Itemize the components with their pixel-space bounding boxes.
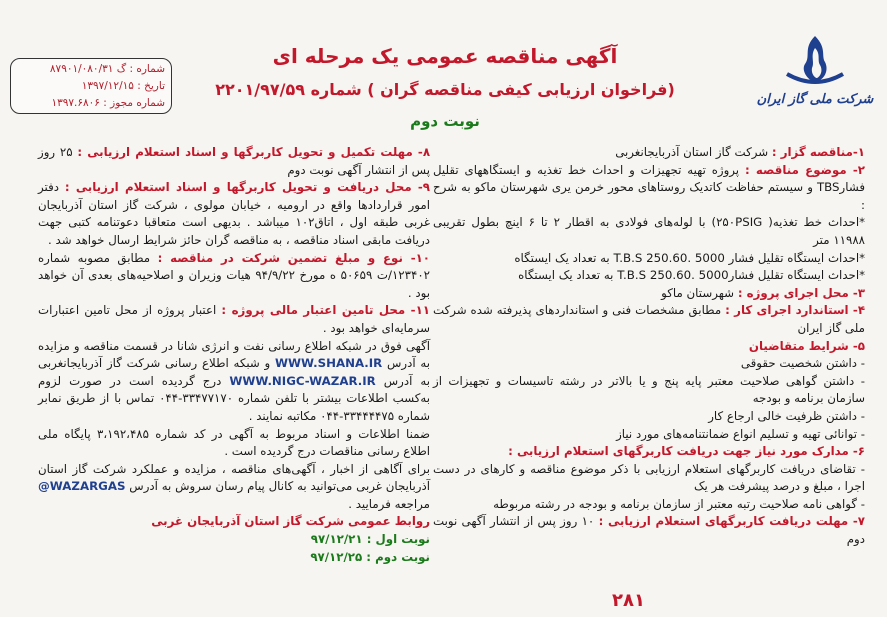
item-2-text: پروژه تهیه تجهیزات و احداث خط تغذیه و ایستگاههای تقلیل فشارTBS و سیستم حفاظت کاتدیک روستاهای محور خرمن یری شهرستان ماکو به شرح : [433, 162, 865, 212]
reference-box [10, 58, 172, 114]
soroush-info: برای آگاهی از اخبار ، آگهی‌های مناقصه ، مزایده و عملکرد شرکت گاز استان آذربایجان غربی می‌توانید به کانال پیام رسان سروش به آدرس @WAZARGAS مراجعه فرمایید . [38, 461, 430, 511]
handwritten-number: ۲۸۱ [612, 590, 645, 611]
notice-round: نوبت دوم [410, 112, 480, 130]
left-column [38, 144, 430, 566]
condition-2: - داشتن گواهی صلاحیت معتبر پایه پنج و یا بالاتر در رشته تاسیسات و تجهیزات از سازمان برنامه و بودجه [433, 373, 865, 406]
nigc-wazar-link[interactable]: WWW.NIGC-WAZAR.IR [229, 373, 376, 388]
condition-3: - داشتن ظرفیت خالی ارجاع کار [708, 408, 865, 423]
item-7-heading: ۷- مهلت دریافت کاربرگهای استعلام ارزیابی : [598, 514, 865, 529]
item-2-heading: ۲- موضوع مناقصه : [744, 162, 865, 177]
shana-link[interactable]: WWW.SHANA.IR [275, 356, 383, 371]
item-1-heading: ۱-مناقصه گزار : [771, 145, 865, 159]
item-4 [433, 302, 865, 337]
ref-permit: شماره مجوز : ۱۳۹۷.۶۸۰۶ [51, 97, 165, 109]
item-3-text: شهرستان ماکو [661, 285, 738, 300]
item-11 [38, 302, 430, 337]
scope-line-2: *احداث ایستگاه تقلیل فشار T.B.S 250.60. 5000 به تعداد یک ایستگاه [514, 250, 865, 265]
item-1-text: شرکت گاز استان آذربایجانغربی [615, 145, 772, 159]
nigc-logo [755, 34, 875, 124]
first-publication-date: نوبت اول : ۹۷/۱۲/۲۱ [310, 532, 430, 547]
item-10-text: مطابق مصوبه شماره ۱۲۳۴۰۲/ت ۵۰۶۵۹ ه مورخ ۹۴/۹/۲۲ هیات وزیران و اصلاحیه‌های بعدی آن خواهد بود . [38, 250, 430, 300]
right-column [433, 144, 865, 549]
flame-logo-icon [781, 34, 849, 86]
item-10-heading: ۱۰- نوع و مبلغ تضمین شرکت در مناقصه : [157, 250, 431, 265]
item-9 [38, 179, 430, 249]
item-1 [433, 144, 865, 162]
item-4-text: مطابق مشخصات فنی و استانداردهای پذیرفته شده شرکت ملی گاز ایران [433, 303, 865, 335]
item-7 [433, 513, 865, 548]
notice-subtitle: (فراخوان ارزیابی کیفی مناقصه گران ) شماره ۲۲۰۱/۹۷/۵۹ [215, 80, 675, 99]
item-3 [433, 285, 865, 303]
second-publication-date: نوبت دوم : ۹۷/۱۲/۲۵ [310, 549, 430, 564]
company-name: شرکت ملی گاز ایران [756, 92, 874, 107]
condition-1: - داشتن شخصیت حقوقی [740, 356, 865, 371]
item-8-text: ۲۵ روز پس از انتشار آگهی نوبت دوم [38, 145, 430, 177]
scope-line-1: *احداث خط تغذیه( ۲۵۰PSIG) با لوله‌های فولادی به اقطار ۲ تا ۶ اینچ بطول تقریبی ۱۱۹۸۸ متر [433, 215, 866, 247]
public-relations-signature: روابط عمومی شرکت گاز استان آذربایجان غربی [151, 514, 430, 529]
ref-date: تاریخ : ۱۳۹۷/۱۲/۱۵ [81, 80, 165, 92]
document-1: - تقاضای دریافت کاربرگهای استعلام ارزیابی با ذکر موضوع مناقصه و کارهای در دست اجرا ، مبلغ و درصد پیشرفت هر یک [433, 461, 865, 494]
item-10 [38, 250, 430, 303]
item-9-heading: ۹- محل دریافت و تحویل کاربرگها و اسناد استعلام ارزیابی : [64, 180, 430, 195]
item-3-heading: ۳- محل اجرای پروژه : [737, 285, 865, 300]
item-8 [38, 144, 430, 179]
item-6-heading: ۶- مدارک مورد نیاز جهت دریافت کاربرگهای استعلام ارزیابی : [508, 444, 865, 459]
item-7-text: ۱۰ روز پس از انتشار آگهی نوبت دوم [433, 514, 865, 547]
item-4-heading: ۴- استاندارد اجرای کار : [725, 303, 866, 318]
item-11-text: اعتبار پروژه از محل تامین اعتبارات سرمایه‌ای خواهد بود . [38, 303, 430, 335]
item-5-heading: ۵- شرایط متقاضیان [748, 338, 865, 353]
item-9-text: دفتر امور قراردادها واقع در ارومیه ، خیابان مولوی ، شرکت گاز استان آذربایجان غربی طبقه اول ، اتاق۱۰۲ میباشد . بدیهی است متعاقبا دعوتنامه کتبی جهت دریافت مابقی اسناد مناقصه ، به مناقصه گران حائز شرایط ارسال خواهد شد . [38, 180, 430, 247]
item-11-heading: ۱۱- محل تامین اعتبار مالی پروژه : [221, 303, 430, 318]
publication-info: آگهی فوق در شبکه اطلاع رسانی نفت و انرژی شانا در قسمت مناقصه و مزایده به آدرس WWW.SHANA.IR و شبکه اطلاع رسانی شرکت گاز آذربایجانغربی به آدرس WWW.NIGC-WAZAR.IR درج گردیده است در صورت لزوم به‌کسب اطلاعات بیشتر با تلفن شماره ۳۳۴۷۷۱۷۰-۰۴۴ تماس با از طریق نمابر شماره ۳۳۴۴۴۴۷۵-۰۴۴ مکاتبه نمایند . [38, 338, 430, 423]
national-portal-info: ضمنا اطلاعات و اسناد مربوط به آگهی در کد شماره ۳،۱۹۲،۴۸۵ پایگاه ملی اطلاع رسانی مناقصات درج گردیده است . [38, 426, 430, 459]
item-8-heading: ۸- مهلت تکمیل و تحویل کاربرگها و اسناد استعلام ارزیابی : [77, 145, 431, 159]
ref-number: شماره : گ ۸۷۹۰۱/۰۸۰/۳۱ [49, 63, 165, 75]
document-2: - گواهی نامه صلاحیت رتبه معتبر از سازمان برنامه و بودجه در رشته مربوطه [493, 496, 865, 511]
notice-title: آگهی مناقصه عمومی یک مرحله ای [272, 44, 618, 68]
condition-4: - توانائی تهیه و تسلیم انواع ضمانتنامه‌های مورد نیاز [616, 426, 865, 441]
soroush-link[interactable]: @WAZARGAS [38, 479, 126, 494]
item-2 [433, 162, 865, 215]
scope-line-3: *احداث ایستگاه تقلیل فشار5000 .T.B.S 250.60 به تعداد یک ایستگاه [518, 268, 865, 283]
